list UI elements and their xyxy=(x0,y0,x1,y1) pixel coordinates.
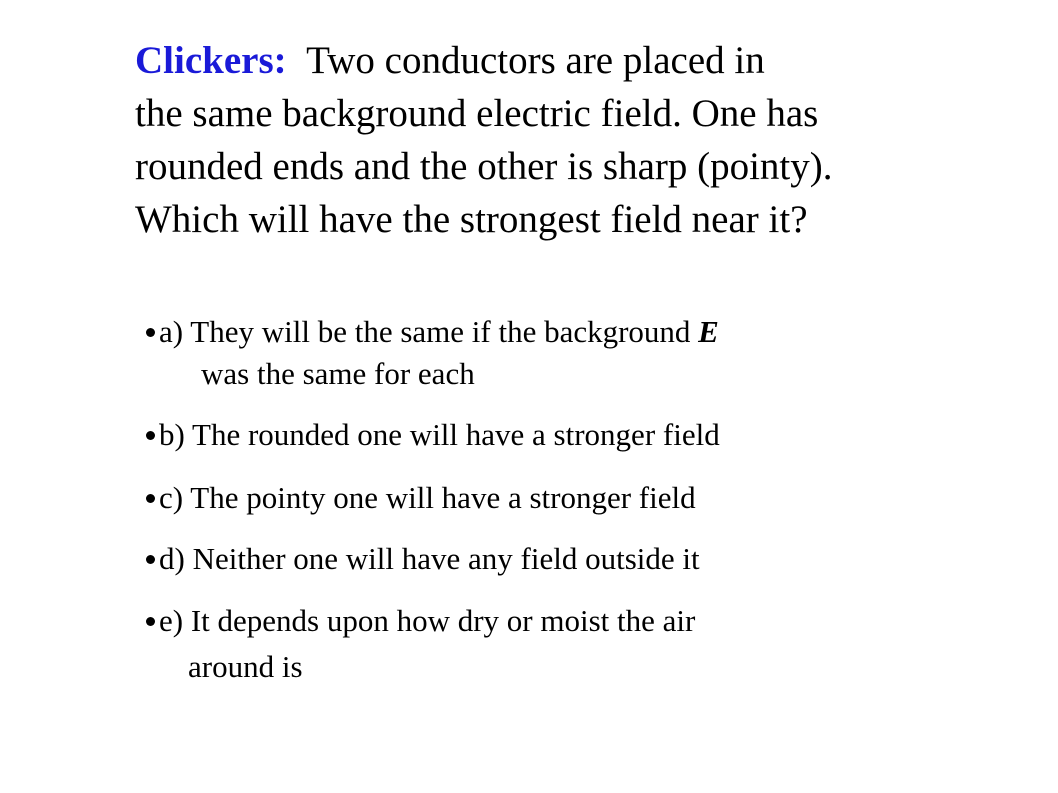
question-line-2: the same background electric field. One has xyxy=(135,92,819,135)
bullet-icon xyxy=(146,494,155,503)
bullet-icon xyxy=(146,431,155,440)
option-b xyxy=(146,415,720,455)
clickers-label: Clickers: xyxy=(135,39,287,82)
option-d xyxy=(146,539,700,579)
question-line-3: rounded ends and the other is sharp (pointy). xyxy=(135,145,833,188)
option-e-text: e) It depends upon how dry or moist the air xyxy=(159,603,696,638)
question-text xyxy=(135,34,1035,246)
option-e xyxy=(146,601,695,641)
option-b-text: b) The rounded one will have a stronger field xyxy=(159,417,720,452)
option-a xyxy=(146,312,719,352)
option-a-emph: E xyxy=(698,314,719,349)
option-d-text: d) Neither one will have any field outside it xyxy=(159,541,700,576)
option-a-continuation: was the same for each xyxy=(201,356,475,391)
question-line-1-rest: Two conductors are placed in xyxy=(306,39,765,82)
question-line-4: Which will have the strongest field near it? xyxy=(135,198,808,241)
option-a-text: a) They will be the same if the background xyxy=(159,314,699,349)
bullet-icon xyxy=(146,617,155,626)
bullet-icon xyxy=(146,328,155,337)
option-c-text: c) The pointy one will have a stronger field xyxy=(159,480,696,515)
question-line-1 xyxy=(135,34,1035,87)
option-c xyxy=(146,478,696,518)
bullet-icon xyxy=(146,555,155,564)
option-e-continuation: around is xyxy=(188,649,303,684)
